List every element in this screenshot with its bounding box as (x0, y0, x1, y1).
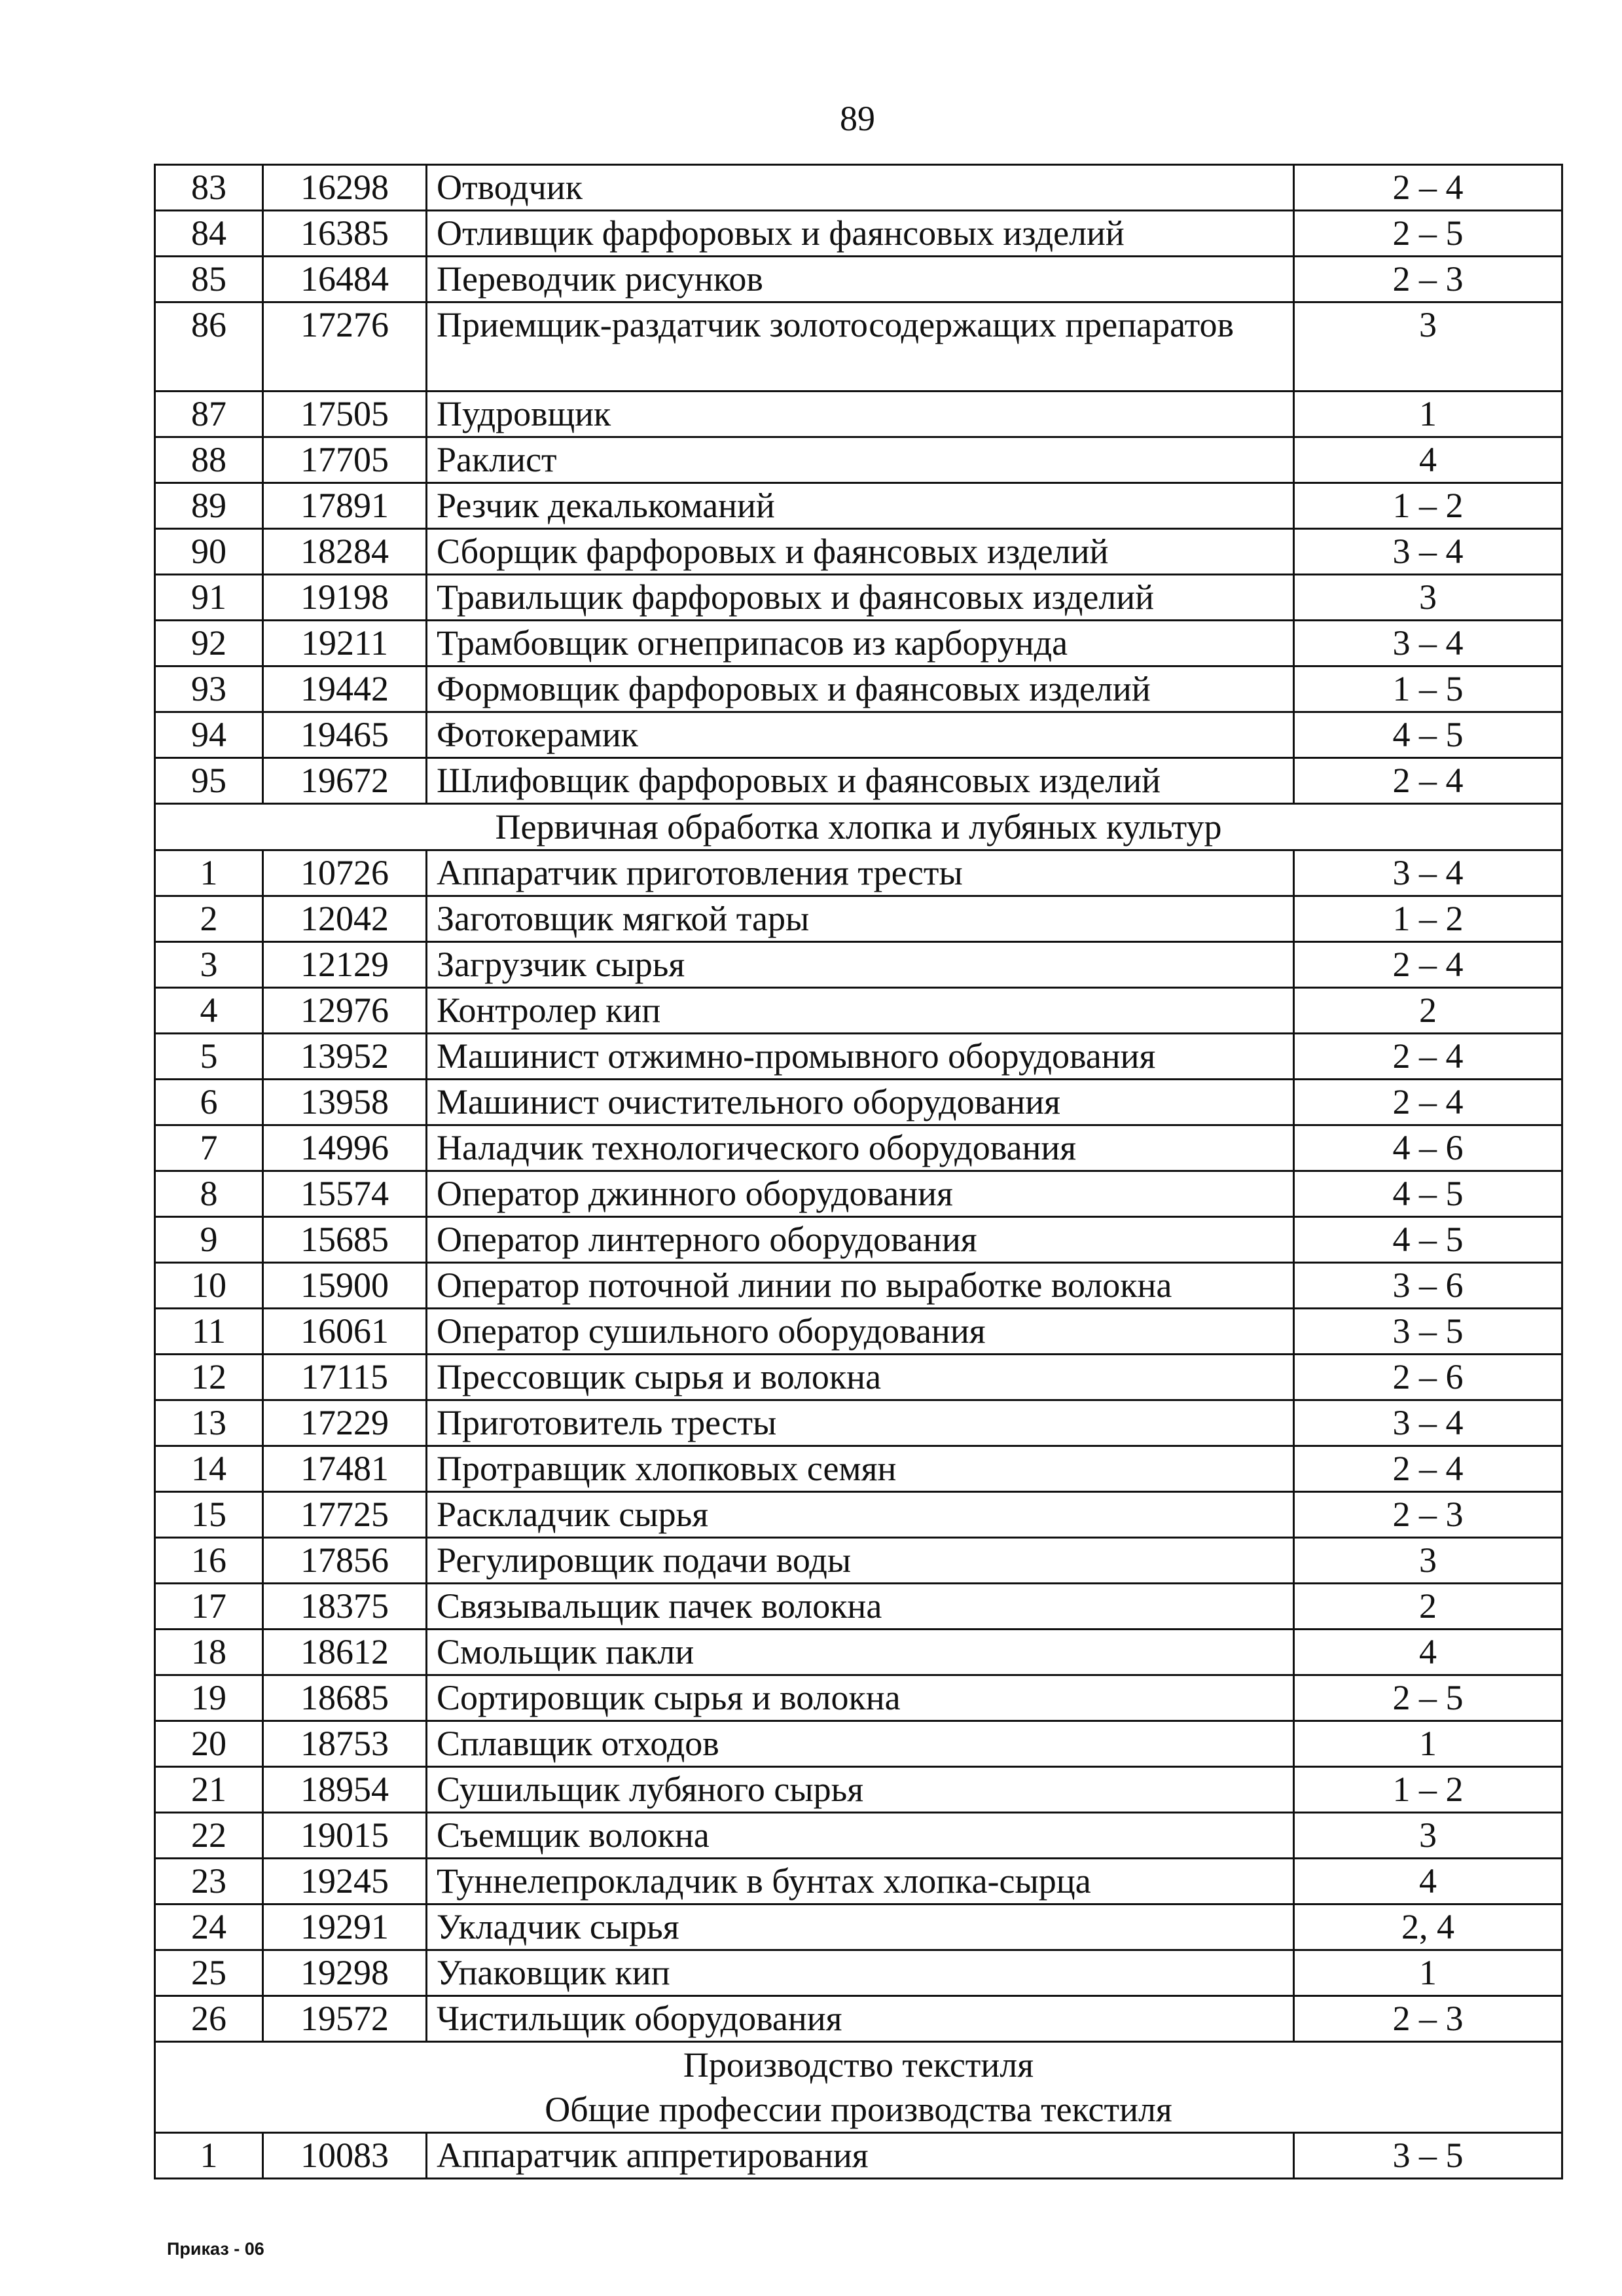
profession-name: Сушильщик лубяного сырья (427, 1767, 1294, 1813)
profession-code: 17856 (263, 1538, 427, 1584)
grade-range: 1 – 5 (1294, 666, 1562, 712)
table-row (155, 1171, 1562, 1217)
table-row (155, 1080, 1562, 1125)
row-number: 11 (155, 1309, 263, 1355)
row-number: 93 (155, 666, 263, 712)
profession-name: Заготовщик мягкой тары (427, 896, 1294, 942)
grade-range: 2 – 4 (1294, 1446, 1562, 1492)
row-number: 95 (155, 758, 263, 804)
profession-name: Машинист очистительного оборудования (427, 1080, 1294, 1125)
row-number: 90 (155, 529, 263, 575)
grade-range: 2 – 4 (1294, 942, 1562, 988)
table-row (155, 529, 1562, 575)
row-number: 83 (155, 165, 263, 211)
table-row (155, 483, 1562, 529)
grade-range: 4 (1294, 1630, 1562, 1675)
profession-name: Аппаратчик аппретирования (427, 2133, 1294, 2179)
row-number: 12 (155, 1355, 263, 1400)
profession-code: 19572 (263, 1996, 427, 2042)
row-number: 17 (155, 1584, 263, 1630)
grade-range: 2 – 4 (1294, 1080, 1562, 1125)
profession-code: 15900 (263, 1263, 427, 1309)
profession-name: Машинист отжимно-промывного оборудования (427, 1034, 1294, 1080)
table-row (155, 666, 1562, 712)
grade-range: 4 – 5 (1294, 1217, 1562, 1263)
row-number: 88 (155, 437, 263, 483)
table-row (155, 1263, 1562, 1309)
row-number: 10 (155, 1263, 263, 1309)
table-row (155, 1996, 1562, 2042)
profession-name: Сортировщик сырья и волокна (427, 1675, 1294, 1721)
table-row (155, 1767, 1562, 1813)
grade-range: 1 – 2 (1294, 1767, 1562, 1813)
table-row (155, 257, 1562, 302)
table-row (155, 1813, 1562, 1859)
grade-range: 1 – 2 (1294, 896, 1562, 942)
profession-code: 18753 (263, 1721, 427, 1767)
row-number: 15 (155, 1492, 263, 1538)
row-number: 84 (155, 211, 263, 257)
grade-range: 1 (1294, 1950, 1562, 1996)
row-number: 87 (155, 392, 263, 437)
profession-name: Раскладчик сырья (427, 1492, 1294, 1538)
row-number: 8 (155, 1171, 263, 1217)
table-row (155, 1400, 1562, 1446)
table-row (155, 437, 1562, 483)
profession-code: 12976 (263, 988, 427, 1034)
profession-name: Оператор линтерного оборудования (427, 1217, 1294, 1263)
row-number: 7 (155, 1125, 263, 1171)
profession-code: 19245 (263, 1859, 427, 1904)
profession-code: 12129 (263, 942, 427, 988)
row-number: 16 (155, 1538, 263, 1584)
grade-range: 2 – 6 (1294, 1355, 1562, 1400)
profession-code: 10726 (263, 850, 427, 896)
grade-range: 2, 4 (1294, 1904, 1562, 1950)
profession-code: 16484 (263, 257, 427, 302)
profession-code: 17229 (263, 1400, 427, 1446)
table-row (155, 1904, 1562, 1950)
profession-code: 18612 (263, 1630, 427, 1675)
table-row (155, 1859, 1562, 1904)
row-number: 89 (155, 483, 263, 529)
grade-range: 3 – 4 (1294, 529, 1562, 575)
grade-range: 4 – 5 (1294, 1171, 1562, 1217)
section-row (155, 804, 1562, 850)
profession-code: 13952 (263, 1034, 427, 1080)
profession-code: 19291 (263, 1904, 427, 1950)
table-row (155, 712, 1562, 758)
profession-code: 18685 (263, 1675, 427, 1721)
profession-name: Протравщик хлопковых семян (427, 1446, 1294, 1492)
row-number: 5 (155, 1034, 263, 1080)
grade-range: 3 (1294, 1813, 1562, 1859)
table-row (155, 1446, 1562, 1492)
profession-name: Аппаратчик приготовления тресты (427, 850, 1294, 896)
table-row (155, 1675, 1562, 1721)
profession-code: 18954 (263, 1767, 427, 1813)
row-number: 22 (155, 1813, 263, 1859)
profession-name: Чистильщик оборудования (427, 1996, 1294, 2042)
row-number: 6 (155, 1080, 263, 1125)
grade-range: 3 (1294, 302, 1562, 392)
row-number: 9 (155, 1217, 263, 1263)
grade-range: 4 – 6 (1294, 1125, 1562, 1171)
profession-code: 17505 (263, 392, 427, 437)
grade-range: 2 (1294, 1584, 1562, 1630)
profession-name: Укладчик сырья (427, 1904, 1294, 1950)
row-number: 1 (155, 2133, 263, 2179)
row-number: 23 (155, 1859, 263, 1904)
table-row (155, 988, 1562, 1034)
section-title-line2: Общие профессии производства текстиля (545, 2090, 1172, 2129)
table-row (155, 1721, 1562, 1767)
grade-range: 3 – 4 (1294, 621, 1562, 666)
table-row (155, 1217, 1562, 1263)
grade-range: 2 – 3 (1294, 1492, 1562, 1538)
row-number: 24 (155, 1904, 263, 1950)
profession-name: Наладчик технологического оборудования (427, 1125, 1294, 1171)
profession-code: 16385 (263, 211, 427, 257)
row-number: 21 (155, 1767, 263, 1813)
table-row (155, 392, 1562, 437)
row-number: 26 (155, 1996, 263, 2042)
profession-code: 17725 (263, 1492, 427, 1538)
table-row (155, 942, 1562, 988)
grade-range: 2 – 4 (1294, 758, 1562, 804)
profession-code: 19442 (263, 666, 427, 712)
table-row (155, 850, 1562, 896)
row-number: 86 (155, 302, 263, 392)
grade-range: 3 (1294, 575, 1562, 621)
grade-range: 3 – 4 (1294, 1400, 1562, 1446)
profession-name: Отливщик фарфоровых и фаянсовых изделий (427, 211, 1294, 257)
profession-code: 19198 (263, 575, 427, 621)
profession-name: Съемщик волокна (427, 1813, 1294, 1859)
grade-range: 1 (1294, 1721, 1562, 1767)
profession-name: Шлифовщик фарфоровых и фаянсовых изделий (427, 758, 1294, 804)
row-number: 2 (155, 896, 263, 942)
profession-name: Приемщик-раздатчик золотосодержащих препаратов (427, 302, 1294, 392)
grade-range: 2 – 3 (1294, 1996, 1562, 2042)
profession-code: 19298 (263, 1950, 427, 1996)
row-number: 91 (155, 575, 263, 621)
table-row (155, 1492, 1562, 1538)
profession-name: Смольщик пакли (427, 1630, 1294, 1675)
profession-code: 19672 (263, 758, 427, 804)
grade-range: 3 (1294, 1538, 1562, 1584)
table-row (155, 621, 1562, 666)
profession-name: Раклист (427, 437, 1294, 483)
grade-range: 2 (1294, 988, 1562, 1034)
section-title (155, 2042, 1562, 2133)
grade-range: 4 (1294, 437, 1562, 483)
row-number: 20 (155, 1721, 263, 1767)
profession-code: 15574 (263, 1171, 427, 1217)
row-number: 25 (155, 1950, 263, 1996)
grade-range: 2 – 3 (1294, 257, 1562, 302)
section-title-line1: Производство текстиля (683, 2045, 1034, 2085)
profession-name: Формовщик фарфоровых и фаянсовых изделий (427, 666, 1294, 712)
row-number: 92 (155, 621, 263, 666)
grade-range: 3 – 5 (1294, 1309, 1562, 1355)
profession-name: Травильщик фарфоровых и фаянсовых изделий (427, 575, 1294, 621)
profession-code: 14996 (263, 1125, 427, 1171)
table-row (155, 1309, 1562, 1355)
row-number: 3 (155, 942, 263, 988)
profession-name: Сплавщик отходов (427, 1721, 1294, 1767)
profession-name: Переводчик рисунков (427, 257, 1294, 302)
row-number: 94 (155, 712, 263, 758)
profession-code: 17115 (263, 1355, 427, 1400)
grade-range: 3 – 5 (1294, 2133, 1562, 2179)
profession-name: Фотокерамик (427, 712, 1294, 758)
grade-range: 2 – 5 (1294, 1675, 1562, 1721)
profession-name: Резчик декалькоманий (427, 483, 1294, 529)
table-row (155, 1584, 1562, 1630)
profession-code: 15685 (263, 1217, 427, 1263)
table-row (155, 1950, 1562, 1996)
row-number: 4 (155, 988, 263, 1034)
profession-code: 17276 (263, 302, 427, 392)
table-row (155, 1034, 1562, 1080)
row-number: 14 (155, 1446, 263, 1492)
table-row (155, 1630, 1562, 1675)
profession-name: Контролер кип (427, 988, 1294, 1034)
profession-name: Связывальщик пачек волокна (427, 1584, 1294, 1630)
row-number: 18 (155, 1630, 263, 1675)
profession-code: 19015 (263, 1813, 427, 1859)
profession-name: Оператор сушильного оборудования (427, 1309, 1294, 1355)
profession-name: Пудровщик (427, 392, 1294, 437)
table-row (155, 302, 1562, 392)
grade-range: 3 – 6 (1294, 1263, 1562, 1309)
profession-code: 16061 (263, 1309, 427, 1355)
page-number: 89 (840, 99, 875, 138)
profession-name: Загрузчик сырья (427, 942, 1294, 988)
row-number: 19 (155, 1675, 263, 1721)
profession-code: 19465 (263, 712, 427, 758)
grade-range: 4 (1294, 1859, 1562, 1904)
grade-range: 4 – 5 (1294, 712, 1562, 758)
section-title: Первичная обработка хлопка и лубяных культур (155, 804, 1562, 850)
profession-name: Упаковщик кип (427, 1950, 1294, 1996)
profession-name: Приготовитель тресты (427, 1400, 1294, 1446)
table-row (155, 1125, 1562, 1171)
profession-name: Туннелепрокладчик в бунтах хлопка-сырца (427, 1859, 1294, 1904)
table-row (155, 211, 1562, 257)
grade-range: 2 – 4 (1294, 1034, 1562, 1080)
profession-code: 12042 (263, 896, 427, 942)
profession-name: Сборщик фарфоровых и фаянсовых изделий (427, 529, 1294, 575)
profession-code: 13958 (263, 1080, 427, 1125)
table-row (155, 1355, 1562, 1400)
profession-code: 18284 (263, 529, 427, 575)
profession-name: Оператор поточной линии по выработке волокна (427, 1263, 1294, 1309)
table-row (155, 758, 1562, 804)
profession-code: 19211 (263, 621, 427, 666)
profession-name: Трамбовщик огнеприпасов из карборунда (427, 621, 1294, 666)
profession-name: Отводчик (427, 165, 1294, 211)
profession-code: 17891 (263, 483, 427, 529)
table-row (155, 165, 1562, 211)
row-number: 1 (155, 850, 263, 896)
profession-code: 10083 (263, 2133, 427, 2179)
profession-name: Регулировщик подачи воды (427, 1538, 1294, 1584)
row-number: 13 (155, 1400, 263, 1446)
table-row (155, 1538, 1562, 1584)
profession-name: Прессовщик сырья и волокна (427, 1355, 1294, 1400)
row-number: 85 (155, 257, 263, 302)
grade-range: 2 – 5 (1294, 211, 1562, 257)
grade-range: 1 (1294, 392, 1562, 437)
professions-table (154, 164, 1563, 2179)
profession-code: 18375 (263, 1584, 427, 1630)
table-row (155, 575, 1562, 621)
table-row (155, 896, 1562, 942)
footer-order-label: Приказ - 06 (167, 2239, 264, 2259)
section-row (155, 2042, 1562, 2133)
grade-range: 2 – 4 (1294, 165, 1562, 211)
profession-code: 17481 (263, 1446, 427, 1492)
profession-name: Оператор джинного оборудования (427, 1171, 1294, 1217)
grade-range: 3 – 4 (1294, 850, 1562, 896)
profession-code: 17705 (263, 437, 427, 483)
grade-range: 1 – 2 (1294, 483, 1562, 529)
profession-code: 16298 (263, 165, 427, 211)
table-row (155, 2133, 1562, 2179)
